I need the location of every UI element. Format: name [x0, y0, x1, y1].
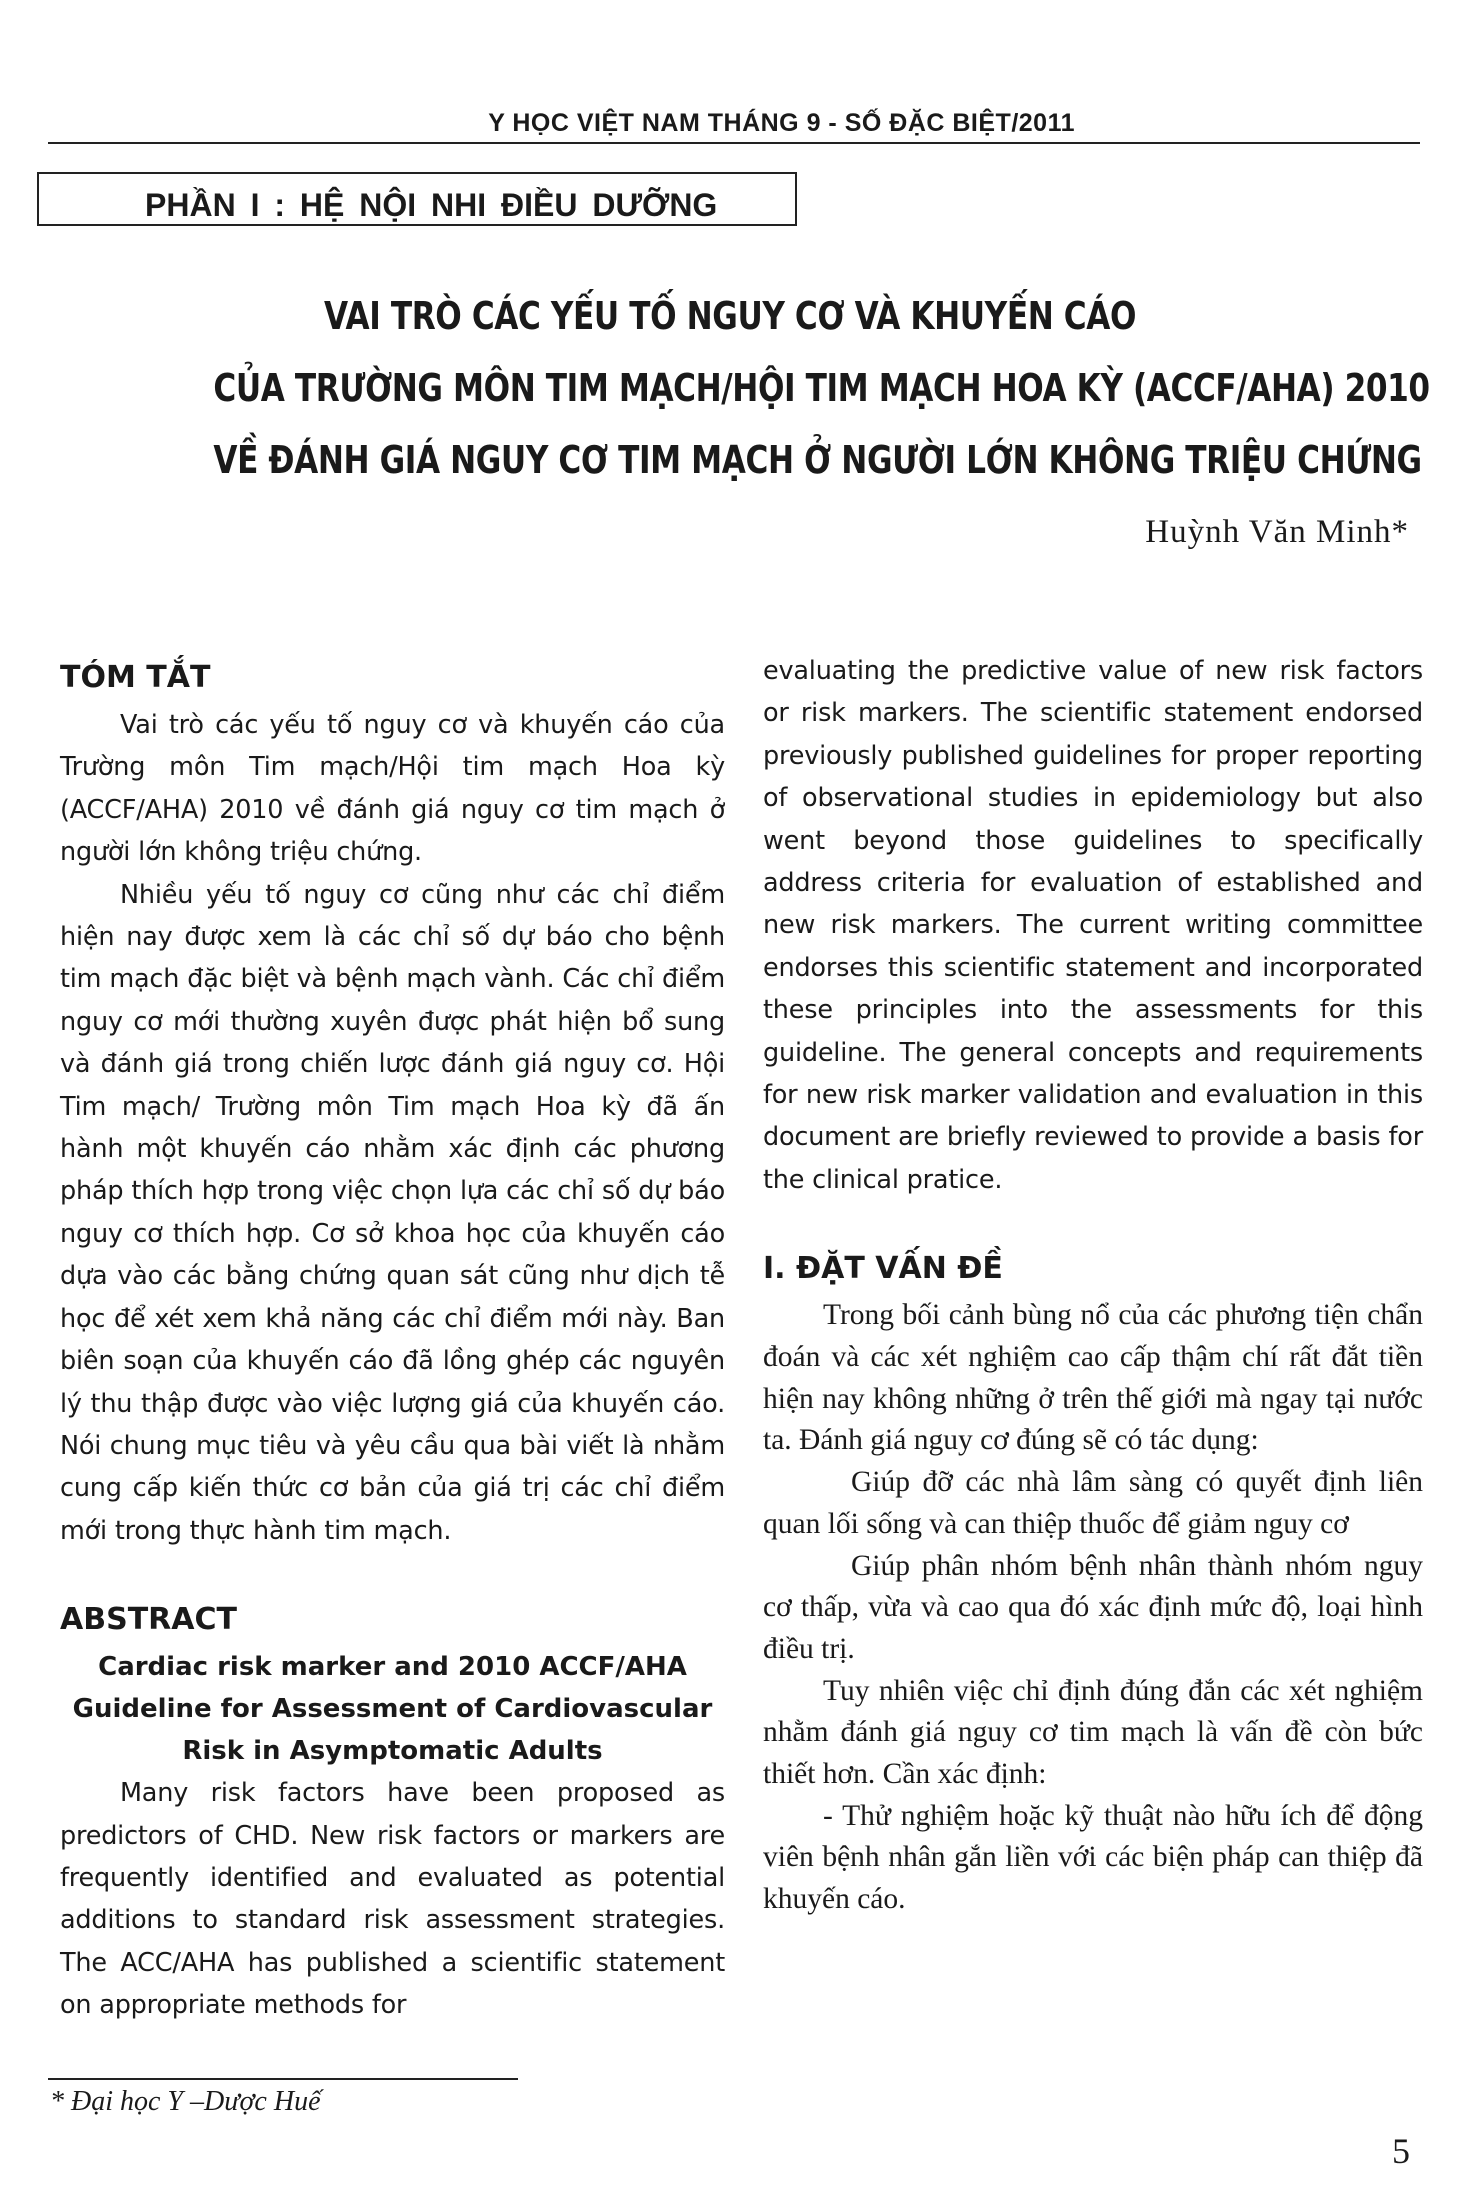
running-header: Y HỌC VIỆT NAM THÁNG 9 - SỐ ĐẶC BIỆT/2011 — [488, 109, 1075, 137]
section-1-paragraph-1: Trong bối cảnh bùng nổ của các phương tiện chẩn đoán và các xét nghiệm cao cấp thậm chí rất đắt tiền hiện nay không những ở trên thế giới mà ngay tại nước ta. Đánh giá nguy cơ đúng sẽ có tác dụng: — [763, 1299, 1423, 1457]
right-column — [763, 650, 1423, 1921]
abstract-paragraph-part-1: Many risk factors have been proposed as predictors of CHD. New risk factors or markers are frequently identified and evaluated as potential additions to standard risk assessment strategies. The ACC/AHA has published a scientific statement on appropriate methods for — [60, 1778, 725, 2021]
title-line-2: CỦA TRƯỜNG MÔN TIM MẠCH/HỘI TIM MẠCH HOA KỲ (ACCF/AHA) 2010 — [213, 366, 1430, 410]
spacer — [60, 1552, 725, 1592]
spacer — [763, 1201, 1423, 1241]
tom-tat-paragraph-2: Nhiều yếu tố nguy cơ cũng như các chỉ điểm hiện nay được xem là các chỉ số dự báo cho bệnh tim mạch đặc biệt và bệnh mạch vành. Các chỉ điểm nguy cơ mới thường xuyên được phát hiện bổ sung và đánh giá trong chiến lược đánh giá nguy cơ. Hội Tim mạch/ Trường môn Tim mạch Hoa kỳ đã ấn hành một khuyến cáo nhằm xác định các phương pháp thích hợp trong việc chọn lựa các chỉ số dự báo nguy cơ thích hợp. Cơ sở khoa học của khuyến cáo dựa vào các bằng chứng quan sát cũng như dịch tễ học để xét xem khả năng các chỉ điểm mới này. Ban biên soạn của khuyến cáo đã lồng ghép các nguyên lý thu thập được vào việc lượng giá của khuyến cáo. Nói chung mục tiêu và yêu cầu qua bài viết là nhằm cung cấp kiến thức cơ bản của giá trị các chỉ điểm mới trong thực hành tim mạch. — [60, 879, 725, 1546]
section-1-paragraph-2: Giúp đỡ các nhà lâm sàng có quyết định liên quan lối sống và can thiệp thuốc để giảm nguy cơ — [763, 1466, 1423, 1540]
page-number: 5 — [1392, 2131, 1410, 2171]
tom-tat-paragraph-1: Vai trò các yếu tố nguy cơ và khuyến cáo của Trường môn Tim mạch/Hội tim mạch Hoa kỳ (ACCF/AHA) 2010 về đánh giá nguy cơ tim mạch ở người lớn không triệu chứng. — [60, 710, 725, 868]
author: Huỳnh Văn Minh* — [1145, 514, 1409, 550]
tom-tat-heading: TÓM TẮT — [60, 660, 211, 695]
footnote-rule — [48, 2078, 518, 2080]
abstract-title-line-1: Cardiac risk marker and 2010 ACCF/AHA — [98, 1652, 687, 1683]
section-label: PHẦN I : HỆ NỘI NHI ĐIỀU DƯỠNG — [145, 187, 718, 223]
header-rule — [48, 142, 1420, 144]
section-1-heading: I. ĐẶT VẤN ĐỀ — [763, 1251, 1003, 1287]
section-1-paragraph-3: Giúp phân nhóm bệnh nhân thành nhóm nguy cơ thấp, vừa và cao qua đó xác định mức độ, loại hình điều trị. — [763, 1549, 1423, 1665]
abstract-paragraph-part-2: evaluating the predictive value of new risk factors or risk markers. The scientific statement endorsed previously published guidelines for proper reporting of observational studies in epidemiology but also went beyond those guidelines to specifically address criteria for evaluation of established and new risk markers. The current writing committee endorses this scientific statement and incorporated these principles into the assessments for this guideline. The general concepts and requirements for new risk marker validation and evaluation in this document are briefly reviewed to provide a basis for the clinical pratice. — [763, 656, 1423, 1195]
section-1-paragraph-5: - Thử nghiệm hoặc kỹ thuật nào hữu ích để động viên bệnh nhân gắn liền với các biện pháp can thiệp đã khuyến cáo. — [763, 1799, 1423, 1916]
article-title — [213, 280, 1430, 496]
abstract-title-line-3: Risk in Asymptomatic Adults — [182, 1736, 603, 1767]
title-line-1: VAI TRÒ CÁC YẾU TỐ NGUY CƠ VÀ KHUYẾN CÁO — [323, 294, 1137, 338]
section-1-paragraph-4: Tuy nhiên việc chỉ định đúng đắn các xét nghiệm nhằm đánh giá nguy cơ tim mạch là vấn đề còn bức thiết hơn. Cần xác định: — [763, 1674, 1423, 1791]
abstract-title-line-2: Guideline for Assessment of Cardiovascular — [72, 1694, 713, 1725]
footnote: * Đại học Y –Dược Huế — [50, 2086, 321, 2117]
left-column — [60, 650, 725, 2027]
title-line-3: VỀ ĐÁNH GIÁ NGUY CƠ TIM MẠCH Ở NGƯỜI LỚN KHÔNG TRIỆU CHỨNG — [213, 438, 1422, 482]
abstract-heading: ABSTRACT — [60, 1602, 237, 1638]
